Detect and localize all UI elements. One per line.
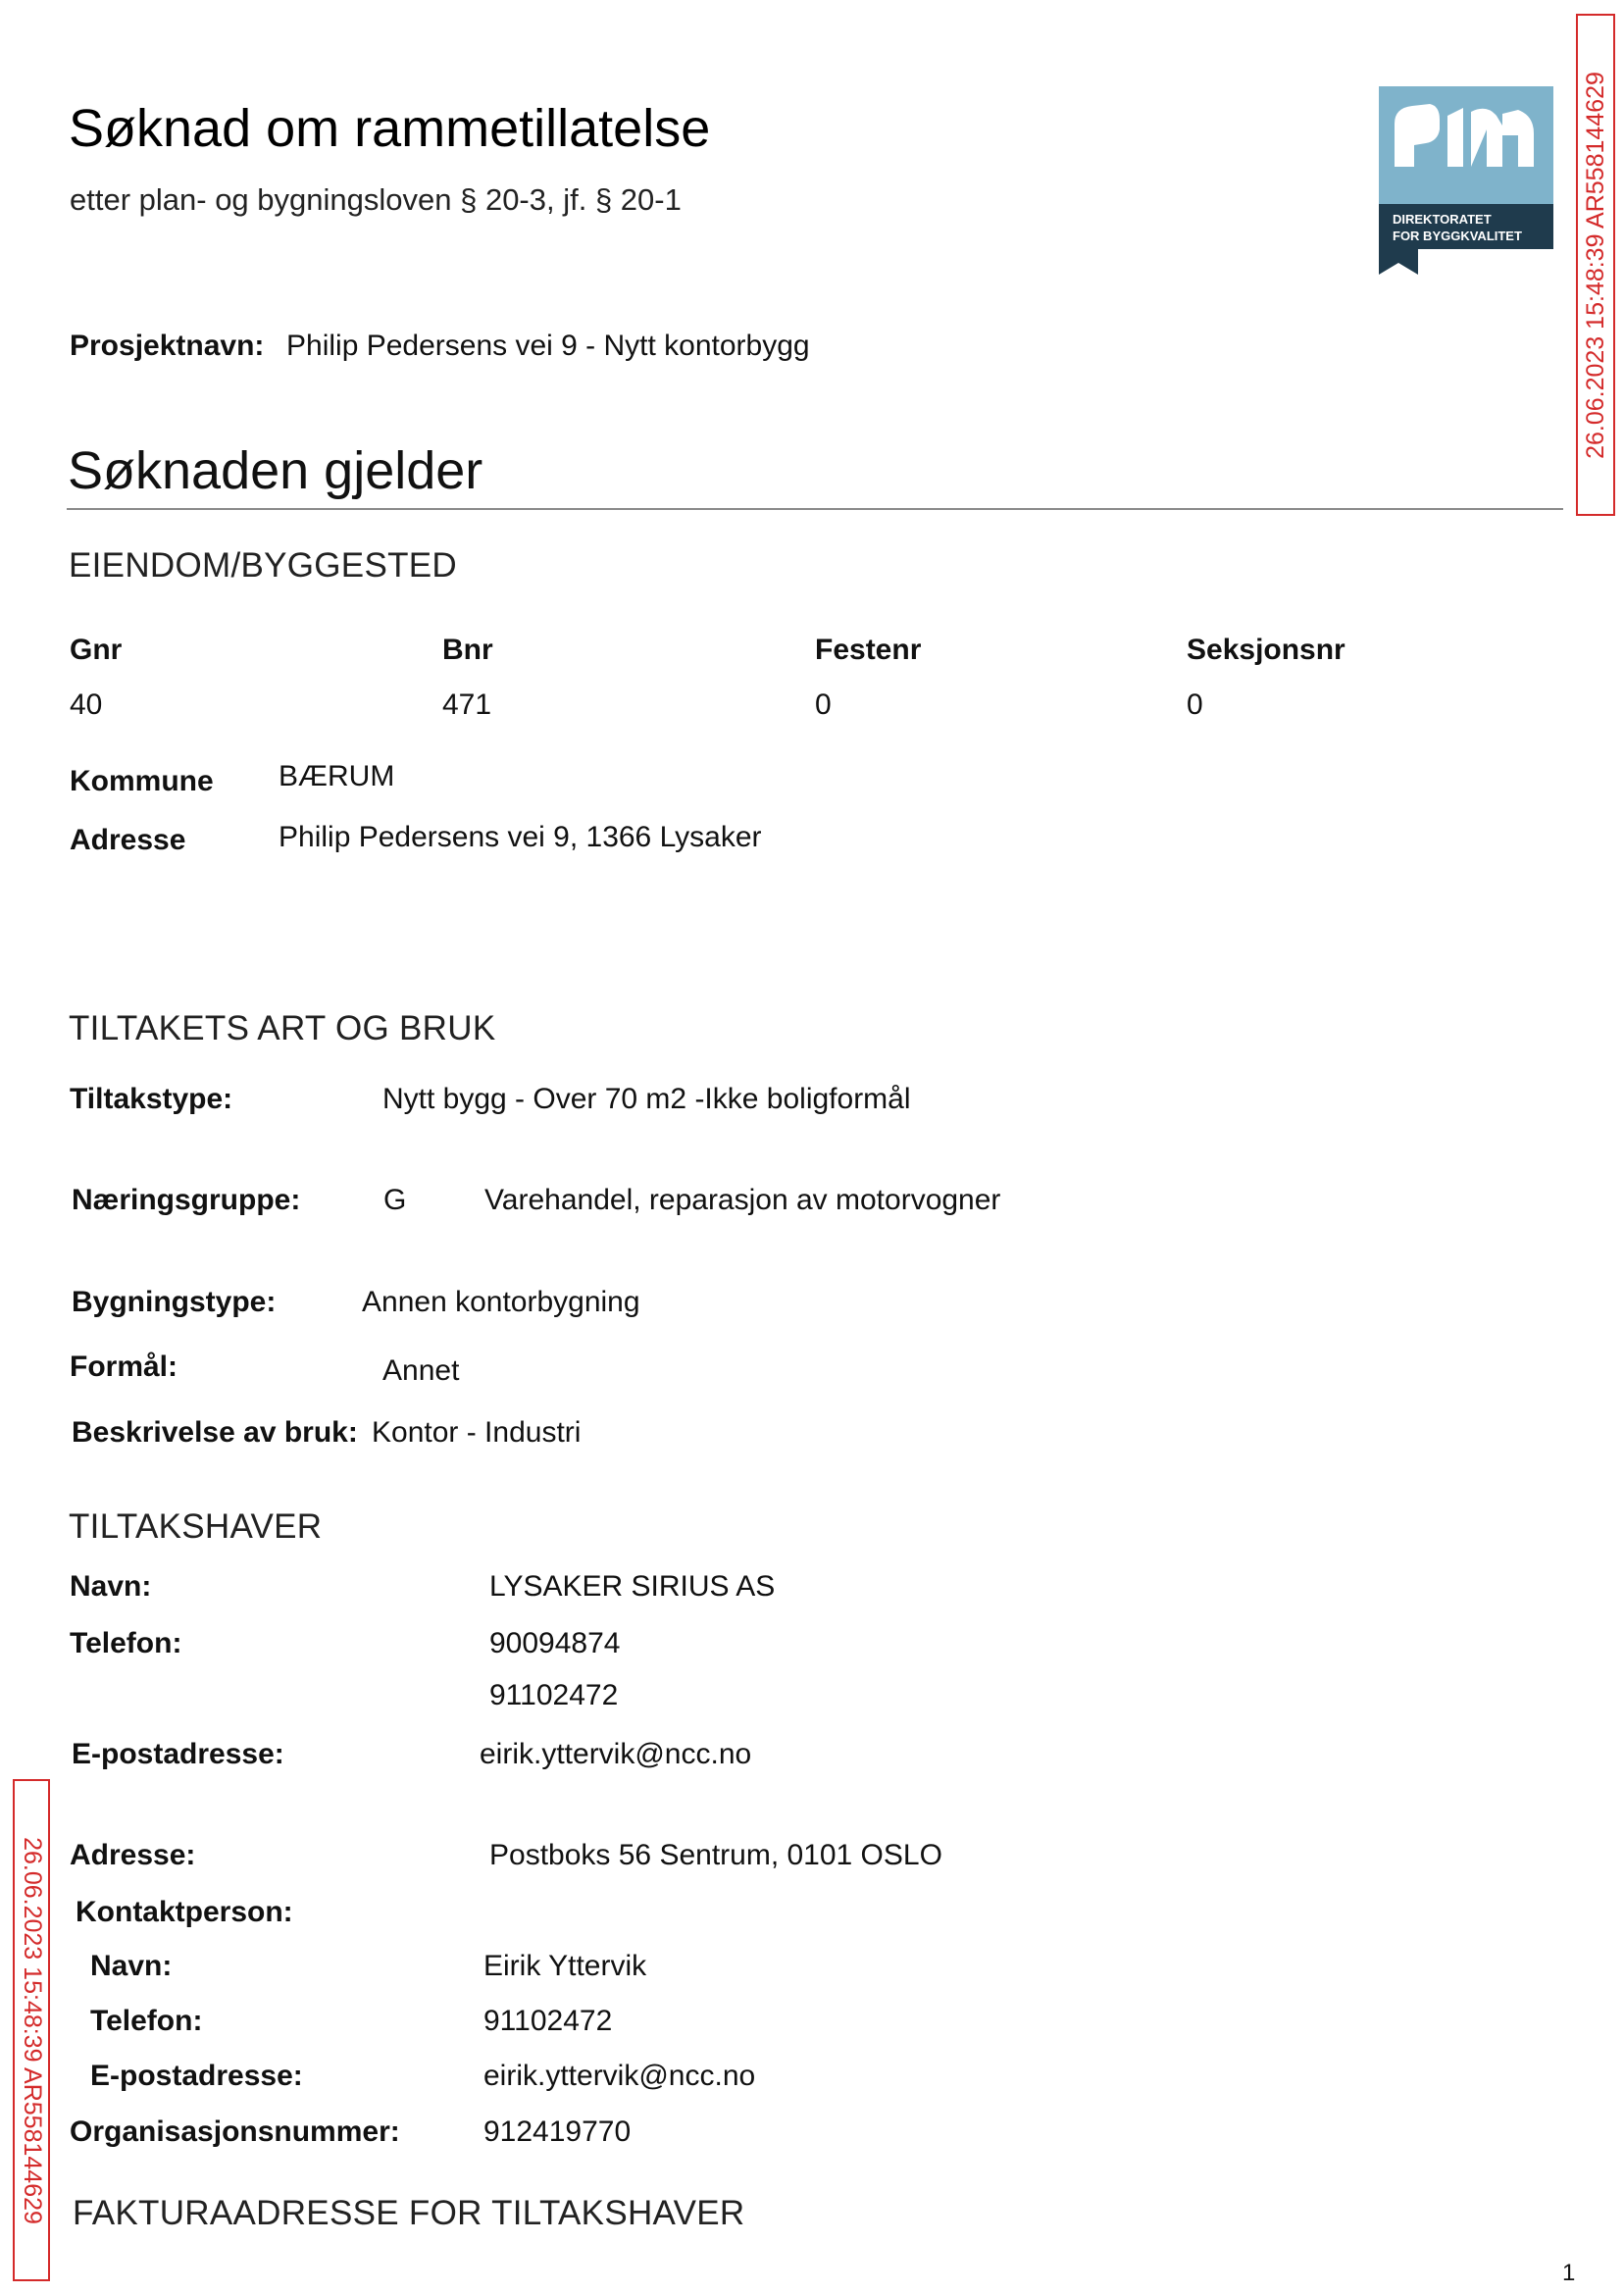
tiltakshaver-adresse-value: Postboks 56 Sentrum, 0101 OSLO xyxy=(489,1839,942,1871)
gnr-label: Gnr xyxy=(70,634,123,666)
section-heading-fakturaadresse: FAKTURAADRESSE FOR TILTAKSHAVER xyxy=(73,2194,745,2232)
bygningstype-value: Annen kontorbygning xyxy=(362,1286,640,1318)
logo-line-1: DIREKTORATET xyxy=(1393,212,1492,227)
kontakt-telefon-label: Telefon: xyxy=(90,2005,203,2037)
tiltakshaver-epost-value: eirik.yttervik@ncc.no xyxy=(480,1738,752,1770)
tiltakstype-value: Nytt bygg - Over 70 m2 -Ikke boligformål xyxy=(382,1083,911,1115)
dibk-logo xyxy=(1379,86,1553,275)
dibk-logo-icon xyxy=(1379,86,1553,275)
page-number: 1 xyxy=(1562,2260,1576,2286)
seksjonsnr-value: 0 xyxy=(1187,688,1203,721)
kommune-label: Kommune xyxy=(70,765,214,797)
bnr-value: 471 xyxy=(442,688,492,721)
tiltakshaver-telefon-value-1: 90094874 xyxy=(489,1627,621,1659)
kontakt-navn-label: Navn: xyxy=(90,1950,173,1982)
tiltakstype-label: Tiltakstype: xyxy=(70,1083,233,1115)
naeringsgruppe-code: G xyxy=(383,1184,407,1216)
project-name-label: Prosjektnavn: xyxy=(70,330,265,362)
tiltakshaver-navn-label: Navn: xyxy=(70,1570,152,1603)
formal-label: Formål: xyxy=(70,1351,178,1383)
heading-divider xyxy=(67,508,1563,510)
kontakt-telefon-value: 91102472 xyxy=(483,2005,613,2037)
festenr-label: Festenr xyxy=(815,634,922,666)
document-subtitle: etter plan- og bygningsloven § 20-3, jf. § 20-1 xyxy=(70,182,682,217)
section-heading-tiltakshaver: TILTAKSHAVER xyxy=(69,1507,323,1546)
gnr-value: 40 xyxy=(70,688,103,721)
kontaktperson-label: Kontaktperson: xyxy=(76,1896,293,1928)
organisasjonsnummer-label: Organisasjonsnummer: xyxy=(70,2116,400,2148)
tiltakshaver-telefon-value-2: 91102472 xyxy=(489,1679,619,1711)
tiltakshaver-epost-label: E-postadresse: xyxy=(72,1738,284,1770)
stamp-text: 26.06.2023 15:48:39 AR558144629 xyxy=(18,1836,46,2224)
beskrivelse-bruk-label: Beskrivelse av bruk: xyxy=(72,1416,358,1449)
section-heading-soknaden-gjelder: Søknaden gjelder xyxy=(68,441,483,500)
stamp-text: 26.06.2023 15:48:39 AR558144629 xyxy=(1581,71,1609,459)
section-heading-tiltakets-art: TILTAKETS ART OG BRUK xyxy=(69,1009,496,1047)
adresse-value: Philip Pedersens vei 9, 1366 Lysaker xyxy=(279,821,762,853)
kommune-value: BÆRUM xyxy=(279,760,395,792)
festenr-value: 0 xyxy=(815,688,832,721)
organisasjonsnummer-value: 912419770 xyxy=(483,2116,632,2148)
naeringsgruppe-value: Varehandel, reparasjon av motorvogner xyxy=(484,1184,1001,1216)
seksjonsnr-label: Seksjonsnr xyxy=(1187,634,1345,666)
naeringsgruppe-label: Næringsgruppe: xyxy=(72,1184,301,1216)
registration-stamp-top xyxy=(1576,14,1615,516)
beskrivelse-bruk-value: Kontor - Industri xyxy=(372,1416,582,1449)
kontakt-navn-value: Eirik Yttervik xyxy=(483,1950,647,1982)
registration-stamp-left xyxy=(13,1779,50,2281)
adresse-label: Adresse xyxy=(70,824,186,856)
project-name-value: Philip Pedersens vei 9 - Nytt kontorbygg xyxy=(286,330,810,362)
bygningstype-label: Bygningstype: xyxy=(72,1286,277,1318)
formal-value: Annet xyxy=(382,1354,460,1387)
document-title: Søknad om rammetillatelse xyxy=(69,99,711,158)
kontakt-epost-label: E-postadresse: xyxy=(90,2060,303,2092)
kontakt-epost-value: eirik.yttervik@ncc.no xyxy=(483,2060,756,2092)
tiltakshaver-adresse-label: Adresse: xyxy=(70,1839,196,1871)
section-heading-eiendom: EIENDOM/BYGGESTED xyxy=(69,546,457,585)
logo-line-2: FOR BYGGKVALITET xyxy=(1393,229,1522,243)
tiltakshaver-navn-value: LYSAKER SIRIUS AS xyxy=(489,1570,776,1603)
bnr-label: Bnr xyxy=(442,634,493,666)
tiltakshaver-telefon-label: Telefon: xyxy=(70,1627,182,1659)
